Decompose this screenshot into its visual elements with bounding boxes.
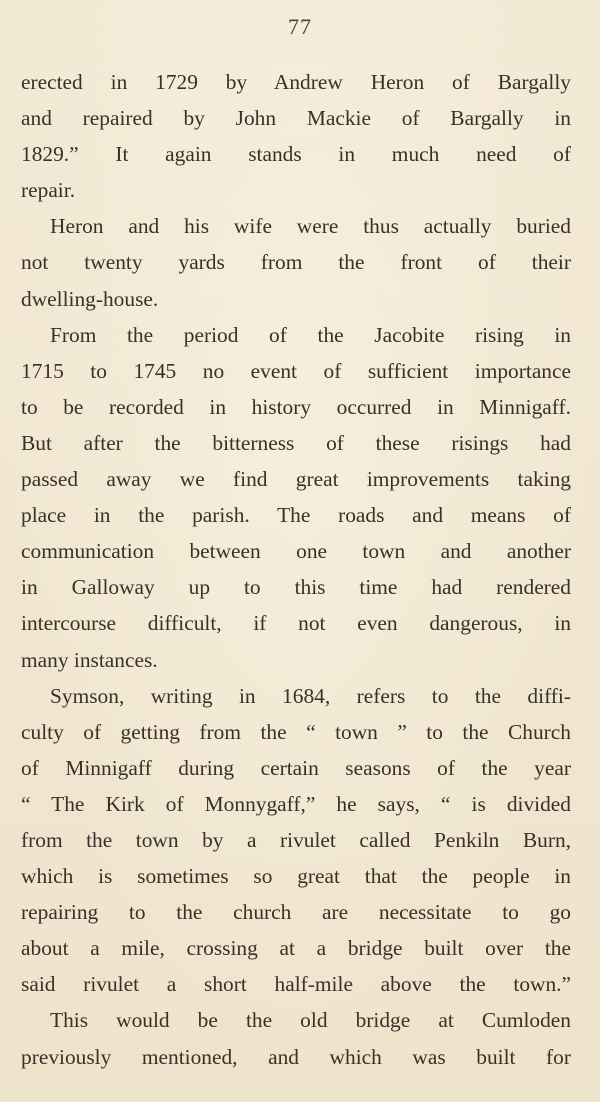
text-line: in Galloway up to this time had rendered bbox=[21, 575, 571, 600]
text-line: communication between one town and another bbox=[21, 539, 571, 564]
text-line: From the period of the Jacobite rising in bbox=[50, 322, 571, 347]
text-line: 1715 to 1745 no event of sufficient importance bbox=[21, 358, 571, 383]
text-line: erected in 1729 by Andrew Heron of Bargally bbox=[21, 70, 571, 94]
text-line: of Minnigaff during certain seasons of the year bbox=[21, 755, 571, 780]
text-line: Symson, writing in 1684, refers to the diffi- bbox=[50, 683, 571, 708]
text-line: from the town by a rivulet called Penkiln Burn, bbox=[21, 827, 571, 852]
text-line: But after the bitterness of these risings had bbox=[21, 430, 571, 455]
text-line: not twenty yards from the front of their bbox=[21, 250, 571, 275]
text-line: dwelling-house. bbox=[21, 286, 159, 311]
text-line: previously mentioned, and which was built for bbox=[21, 1044, 571, 1069]
text-line: repair. bbox=[21, 178, 76, 203]
text-line: This would be the old bridge at Cumloden bbox=[50, 1008, 571, 1033]
text-line: repairing to the church are necessitate to go bbox=[21, 900, 571, 925]
text-line: place in the parish. The roads and means of bbox=[21, 503, 571, 528]
text-line: about a mile, crossing at a bridge built over the bbox=[21, 936, 571, 961]
text-line: 1829.” It again stands in much need of bbox=[21, 142, 571, 167]
text-line: “ The Kirk of Monnygaff,” he says, “ is divided bbox=[21, 791, 571, 816]
text-line: Heron and his wife were thus actually buried bbox=[50, 214, 571, 239]
text-line: said rivulet a short half-mile above the town.” bbox=[21, 972, 571, 997]
text-line: passed away we find great improvements taking bbox=[21, 467, 571, 492]
text-line: and repaired by John Mackie of Bargally in bbox=[21, 106, 571, 131]
text-line: intercourse difficult, if not even dangerous, in bbox=[21, 611, 571, 636]
text-line: culty of getting from the “ town ” to the Church bbox=[21, 719, 571, 744]
text-line: many instances. bbox=[21, 647, 158, 672]
text-line: to be recorded in history occurred in Minnigaff. bbox=[21, 394, 571, 419]
text-line: which is sometimes so great that the people in bbox=[21, 864, 571, 889]
body-text bbox=[21, 64, 571, 1075]
page-number: 77 bbox=[288, 14, 312, 39]
